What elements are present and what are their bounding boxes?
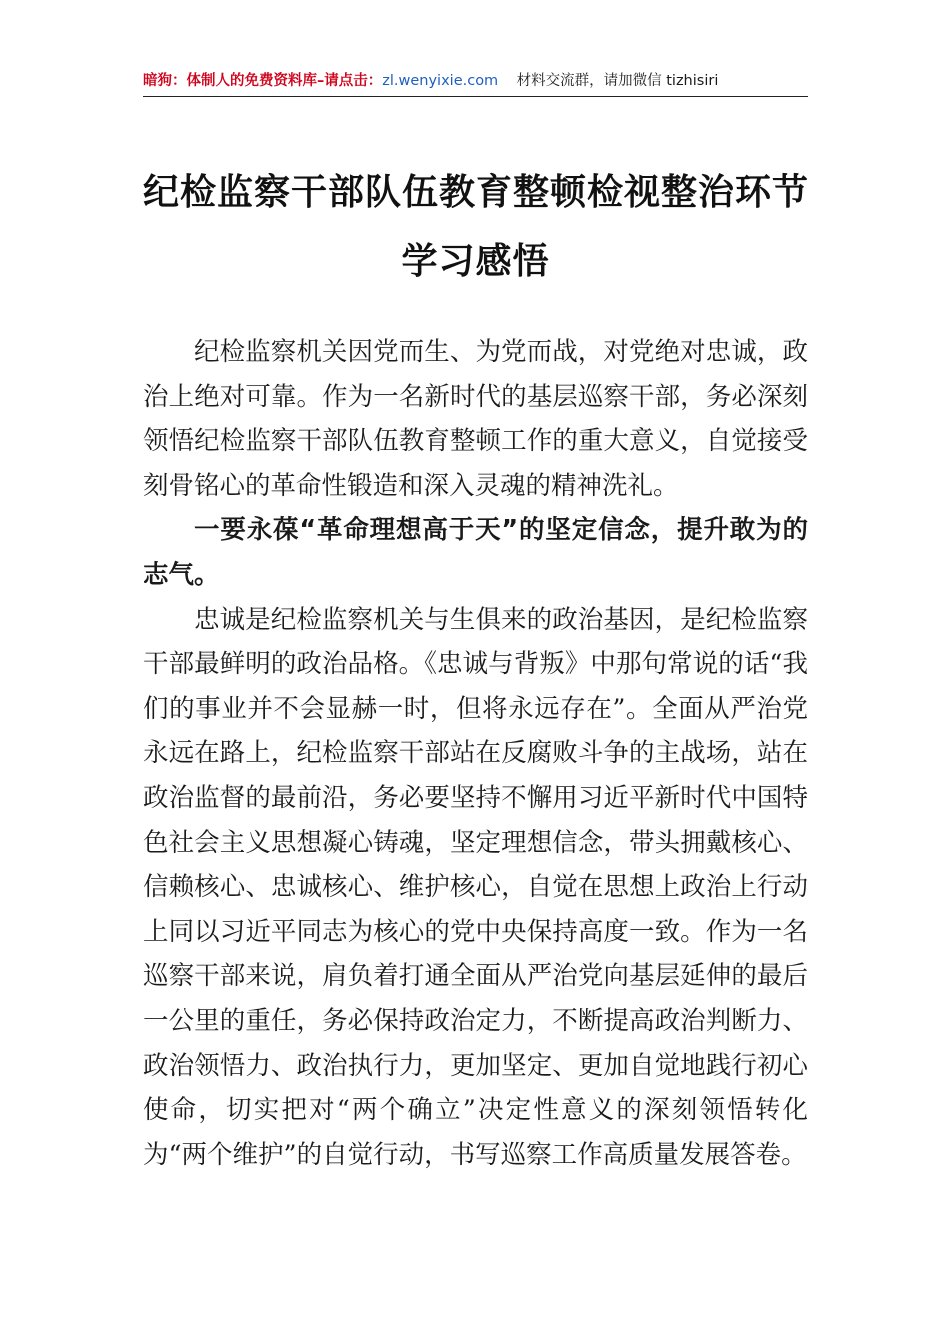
document-body [143, 330, 808, 1177]
document-title-line-1: 纪检监察干部队伍教育整顿检视整治环节 [143, 171, 810, 213]
header-prompt-text: –请点击： [317, 73, 383, 89]
body-paragraph-loyalty: 忠诚是纪检监察机关与生俱来的政治基因，是纪检监察干部最鲜明的政治品格。《忠诚与背叛》中那句常说的话“我们的事业并不会显赫一时，但将永远存在”。全面从严治党永远在路上，纪检监察干部站在反腐败斗争的主战场，站在政治监督的最前沿，务必要坚持不懈用习近平新时代中国特色社会主义思想凝心铸魂，坚定理想信念，带头拥戴核心、信赖核心、忠诚核心、维护核心，自觉在思想上政治上行动上同以习近平同志为核心的党中央保持高度一致。作为一名巡察干部来说，肩负着打通全面从严治党向基层延伸的最后一公里的重任，务必保持政治定力，不断提高政治判断力、政治领悟力、政治执行力，更加坚定、更加自觉地践行初心使命，切实把对“两个确立”决定性意义的深刻领悟转化为“两个维护”的自觉行动，书写巡察工作高质量发展答卷。 [143, 604, 808, 1170]
body-heading-point-one: 一要永葆“革命理想高于天”的坚定信念，提升敢为的志气。 [143, 515, 808, 590]
header-url-link[interactable]: zl.wenyixie.com [382, 73, 499, 89]
page-header-banner [143, 70, 808, 97]
header-brand-text: 暗狗：体制人的免费资料库 [143, 73, 317, 89]
document-title-line-2: 学习感悟 [401, 240, 550, 282]
body-paragraph-intro: 纪检监察机关因党而生、为党而战，对党绝对忠诚，政治上绝对可靠。作为一名新时代的基层巡察干部，务必深刻领悟纪检监察干部队伍教育整顿工作的重大意义，自觉接受刻骨铭心的革命性锻造和深入灵魂的精神洗礼。 [143, 337, 808, 501]
header-contact-text: 材料交流群，请加微信 tizhisiri [516, 73, 719, 89]
